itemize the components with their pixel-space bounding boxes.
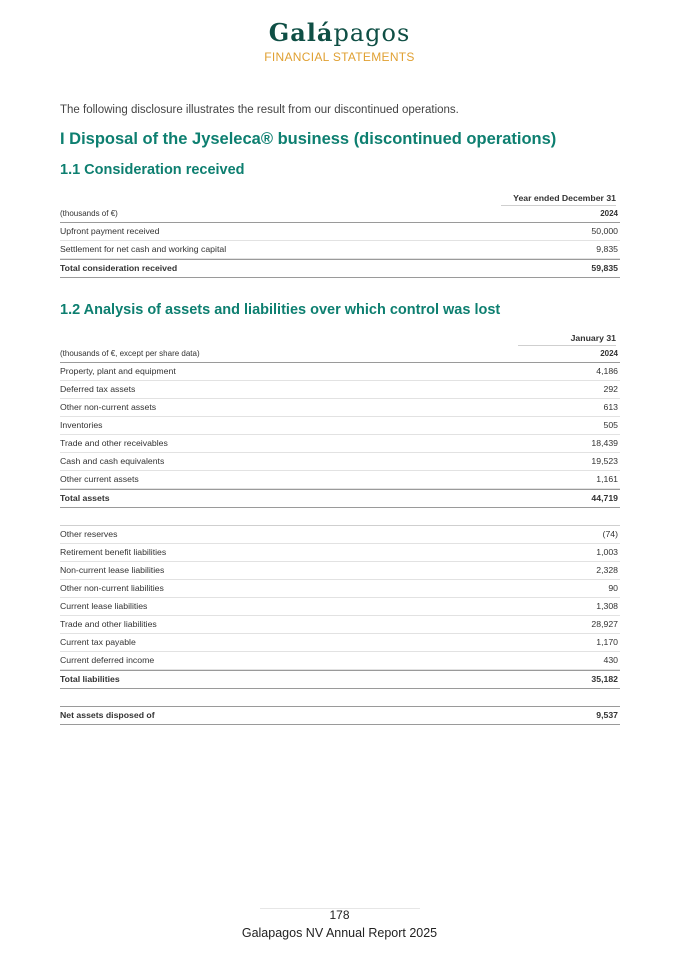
table-row [60,453,620,471]
section-title: I Disposal of the Jyseleca® business (discontinued operations) [60,130,557,148]
row-value: 18,439 [591,438,618,448]
unit-label: (thousands of €) [60,209,118,218]
period-label: January 31 [60,331,620,345]
consideration-table [60,191,620,278]
row-value: 292 [603,384,618,394]
row-value: 50,000 [591,226,618,236]
row-value: 505 [603,420,618,430]
row-value: 430 [603,655,618,665]
table-row [60,652,620,670]
table-row [60,562,620,580]
row-label: Property, plant and equipment [60,366,176,376]
page-number: 178 [329,908,350,922]
assets-liabilities-table [60,331,620,725]
row-label: Current tax payable [60,637,136,647]
header-subtitle: FINANCIAL STATEMENTS [264,50,415,64]
row-label: Other non-current liabilities [60,583,164,593]
table-row [60,435,620,453]
table-row [60,381,620,399]
total-row: Total consideration received 59,835 [60,259,620,278]
row-label: Trade and other receivables [60,438,168,448]
row-label: Settlement for net cash and working capital [60,244,227,254]
table-row [60,580,620,598]
row-label: Inventories [60,420,103,430]
row-label: Current lease liabilities [60,601,148,611]
row-value: 90 [608,583,618,593]
row-value: 2,328 [596,565,618,575]
row-label: Non-current lease liabilities [60,565,165,575]
spacer-row [60,508,620,526]
row-value: 1,308 [596,601,618,611]
row-label: Deferred tax assets [60,384,136,394]
table-row [60,471,620,489]
total-assets-row: Total assets 44,719 [60,489,620,508]
table1-heading: 1.1 Consideration received [60,162,245,178]
row-label: Upfront payment received [60,226,160,236]
row-value: 1,161 [596,474,618,484]
table-row [60,399,620,417]
table-row [60,363,620,381]
row-value: (74) [602,529,618,539]
table-header [60,205,620,223]
table-row [60,616,620,634]
net-assets-row: Net assets disposed of 9,537 [60,706,620,725]
spacer-row [60,689,620,706]
report-title: Galapagos NV Annual Report 2025 [241,926,438,940]
table-row [60,526,620,544]
galapagos-logo: Galápagos [268,18,411,47]
period-label: Year ended December 31 [60,191,620,205]
intro-text: The following disclosure illustrates the result from our discontinued operations. [60,104,459,116]
page-header [0,18,679,64]
row-label: Current deferred income [60,655,155,665]
row-value: 1,170 [596,637,618,647]
table-row [60,241,620,259]
table-row [60,634,620,652]
table2-heading: 1.2 Analysis of assets and liabilities over which control was lost [60,302,501,318]
page-footer [0,908,679,940]
year-label: 2024 [600,209,618,218]
row-label: Trade and other liabilities [60,619,157,629]
table-row [60,598,620,616]
row-label: Other non-current assets [60,402,157,412]
table-row [60,544,620,562]
row-value: 613 [603,402,618,412]
total-liabilities-row: Total liabilities 35,182 [60,670,620,689]
row-value: 1,003 [596,547,618,557]
row-value: 28,927 [591,619,618,629]
table-row [60,223,620,241]
row-value: 4,186 [596,366,618,376]
row-label: Cash and cash equivalents [60,456,165,466]
row-label: Other reserves [60,529,118,539]
unit-label: (thousands of €, except per share data) [60,349,200,358]
row-label: Retirement benefit liabilities [60,547,167,557]
table-header [60,345,620,363]
table-row [60,417,620,435]
row-value: 19,523 [591,456,618,466]
year-label: 2024 [600,349,618,358]
row-label: Other current assets [60,474,139,484]
row-value: 9,835 [596,244,618,254]
